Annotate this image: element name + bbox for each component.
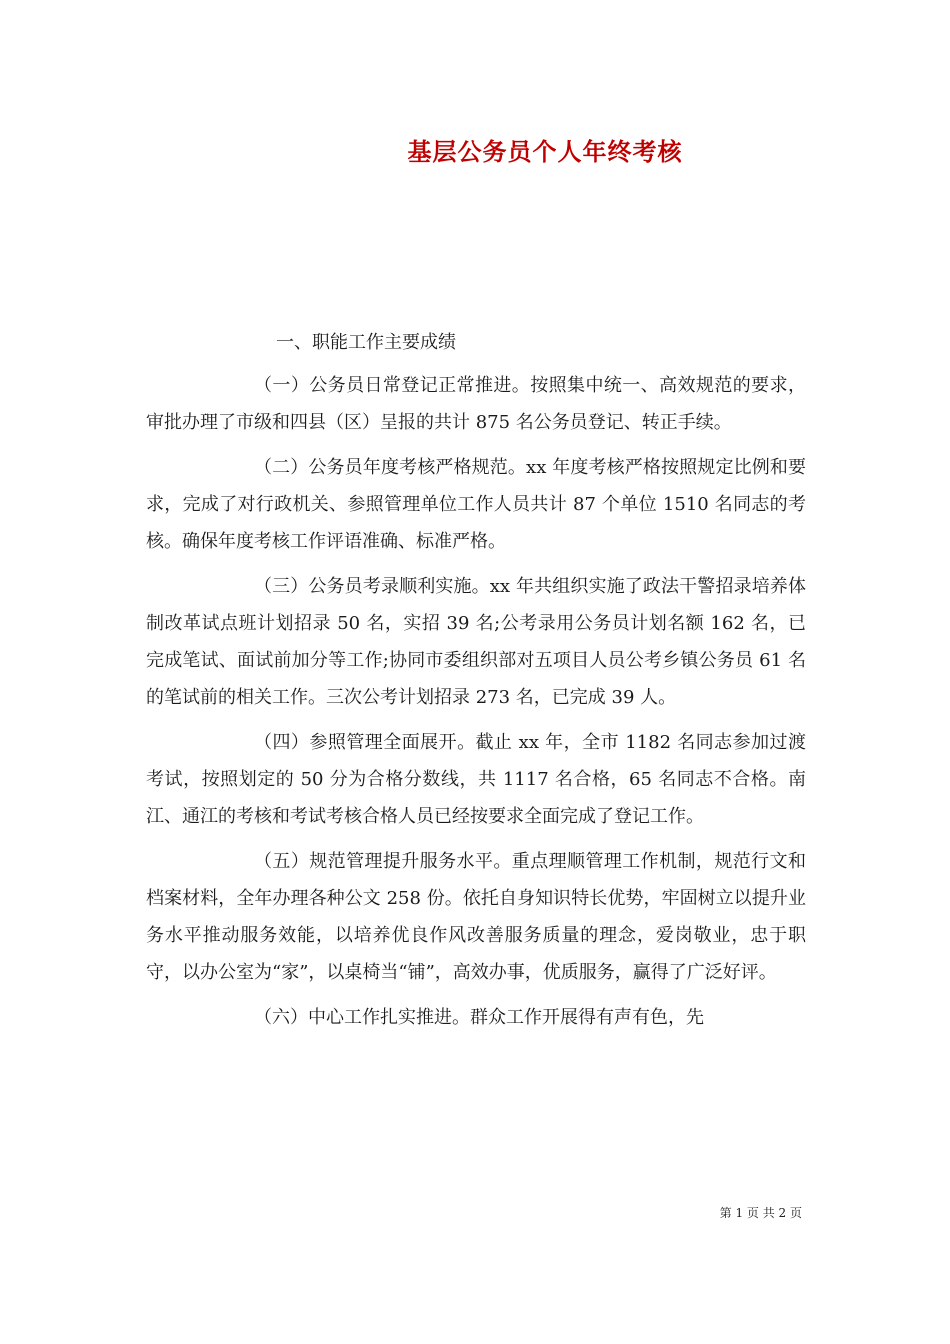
paragraph-2: （二）公务员年度考核严格规范。xx 年度考核严格按照规定比例和要求，完成了对行政机关、参照管理单位工作人员共计 87 个单位 1510 名同志的考核。确保年度考核工作评语准确、标准严格。 bbox=[146, 457, 806, 552]
paragraph-4: （四）参照管理全面展开。截止 xx 年，全市 1182 名同志参加过渡考试，按照划定的 50 分为合格分数线，共 1117 名合格，65 名同志不合格。南江、通江的考核和考试考核合格人员已经按要求全面完成了登记工作。 bbox=[146, 732, 806, 827]
document-title: 基层公务员个人年终考核 bbox=[407, 137, 683, 166]
section-heading: 一、职能工作主要成绩 bbox=[276, 332, 456, 353]
paragraph-6: （六）中心工作扎实推进。群众工作开展得有声有色，先 bbox=[254, 1007, 704, 1028]
paragraph-5: （五）规范管理提升服务水平。重点理顺管理工作机制，规范行文和档案材料，全年办理各种公文 258 份。依托自身知识特长优势，牢固树立以提升业务水平推动服务效能，以培养优良作风改善服务质量的理念，爱岗敬业，忠于职守，以办公室为“家”，以桌椅当“铺”，高效办事，优质服务，赢得了广泛好评。 bbox=[146, 851, 806, 983]
paragraph-1: （一）公务员日常登记正常推进。按照集中统一、高效规范的要求，审批办理了市级和四县（区）呈报的共计 875 名公务员登记、转正手续。 bbox=[146, 375, 806, 433]
paragraph-3: （三）公务员考录顺利实施。xx 年共组织实施了政法干警招录培养体制改革试点班计划招录 50 名，实招 39 名;公考录用公务员计划名额 162 名，已完成笔试、面试前加分等工作;协同市委组织部对五项目人员公考乡镇公务员 61 名的笔试前的相关工作。三次公考计划招录 273 名，已完成 39 人。 bbox=[146, 576, 806, 708]
document-body bbox=[146, 324, 806, 1044]
page-number-footer: 第 1 页 共 2 页 bbox=[719, 1206, 802, 1220]
